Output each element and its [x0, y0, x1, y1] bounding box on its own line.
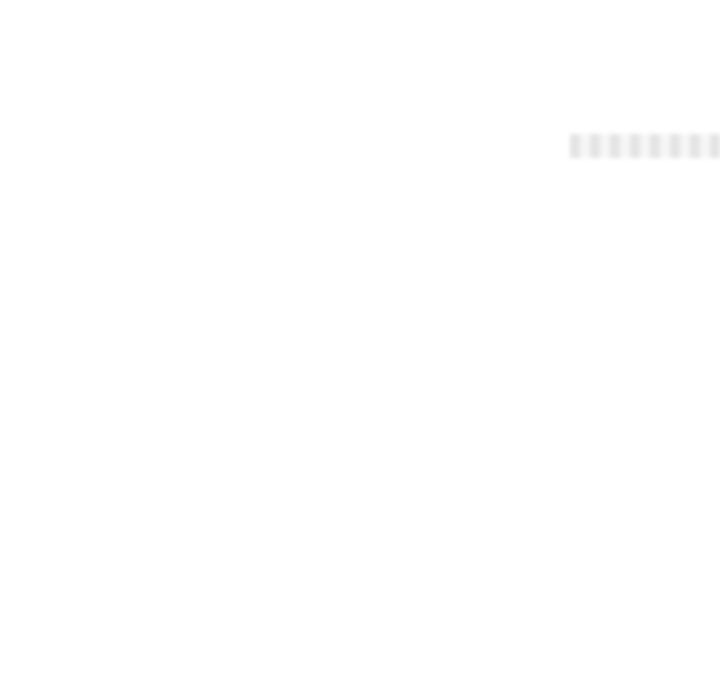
- redaction-blur: [570, 134, 720, 158]
- braking-chart: [370, 490, 700, 684]
- noise-chart: [16, 490, 356, 684]
